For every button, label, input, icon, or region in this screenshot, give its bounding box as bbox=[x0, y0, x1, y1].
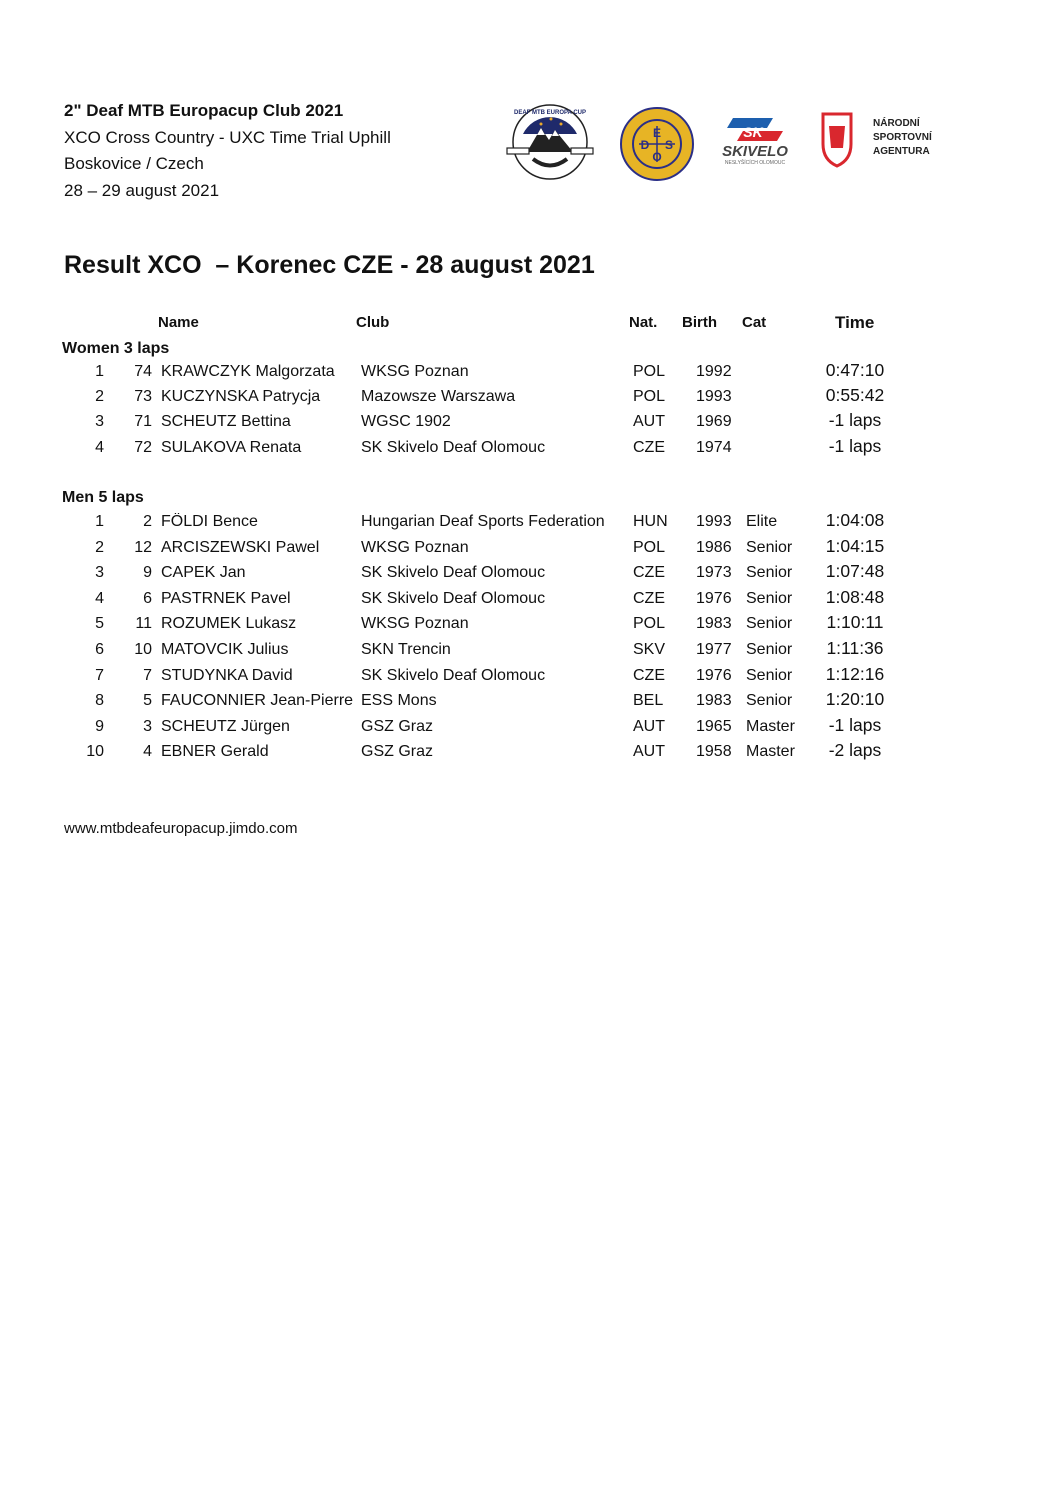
birth-year: 1973 bbox=[696, 564, 732, 582]
club: SKN Trencin bbox=[361, 641, 451, 658]
club: ESS Mons bbox=[361, 692, 437, 710]
birth-year: 1974 bbox=[696, 438, 732, 456]
svg-text:SKIVELO: SKIVELO bbox=[722, 143, 788, 160]
col-header-cat: Cat bbox=[742, 314, 767, 331]
rider-name: ARCISZEWSKI Pawel bbox=[161, 538, 320, 556]
position: 7 bbox=[95, 666, 104, 684]
time: -1 laps bbox=[828, 714, 882, 735]
deaf-mtb-europacup-logo bbox=[507, 105, 593, 179]
svg-text:AGENTURA: AGENTURA bbox=[873, 146, 930, 157]
svg-text:DEAF MTB EUROPA CUP: DEAF MTB EUROPA CUP bbox=[514, 110, 586, 116]
result-row bbox=[0, 638, 1000, 665]
nationality: CZE bbox=[633, 589, 665, 607]
result-row bbox=[0, 435, 1000, 463]
position: 4 bbox=[95, 589, 104, 607]
category: Elite bbox=[746, 513, 778, 530]
position: 2 bbox=[95, 388, 104, 406]
club: WKSG Poznan bbox=[361, 363, 469, 380]
category: Master bbox=[746, 717, 795, 735]
rider-name: STUDYNKA David bbox=[161, 666, 293, 684]
position: 1 bbox=[95, 513, 104, 530]
rider-name: KUCZYNSKA Patrycja bbox=[161, 388, 321, 406]
category: Senior bbox=[746, 564, 793, 582]
nationality: AUT bbox=[633, 413, 665, 431]
category: Senior bbox=[746, 589, 793, 607]
rider-name: FAUCONNIER Jean-Pierre bbox=[161, 692, 354, 710]
result-row bbox=[0, 612, 1000, 639]
time: 1:04:15 bbox=[825, 535, 885, 556]
nationality: SKV bbox=[633, 641, 666, 658]
position: 3 bbox=[95, 564, 104, 582]
men-section-title: Men 5 laps bbox=[62, 489, 144, 506]
nationality: POL bbox=[633, 538, 666, 556]
birth-year: 1992 bbox=[696, 363, 732, 380]
position: 6 bbox=[95, 641, 104, 658]
nsa-logo bbox=[823, 114, 932, 166]
result-title: Result XCO – Korenec CZE - 28 august 2021 bbox=[64, 251, 595, 279]
nationality: POL bbox=[633, 615, 666, 633]
result-row bbox=[0, 360, 1000, 387]
category: Senior bbox=[746, 641, 793, 658]
position: 10 bbox=[86, 743, 104, 761]
nationality: CZE bbox=[633, 666, 665, 684]
rider-name: SCHEUTZ Jürgen bbox=[161, 717, 290, 735]
bib-number: 4 bbox=[143, 743, 152, 761]
club: GSZ Graz bbox=[361, 717, 434, 735]
bib-number: 2 bbox=[143, 513, 152, 530]
nationality: BEL bbox=[633, 692, 664, 710]
position: 2 bbox=[95, 538, 104, 556]
result-row bbox=[0, 689, 1000, 716]
time: -1 laps bbox=[828, 410, 882, 431]
club: SK Skivelo Deaf Olomouc bbox=[361, 564, 546, 582]
time: 1:11:36 bbox=[826, 638, 884, 658]
bib-number: 9 bbox=[143, 564, 152, 582]
result-row bbox=[0, 510, 1000, 537]
bib-number: 12 bbox=[134, 538, 152, 556]
svg-text:SPORTOVNÍ: SPORTOVNÍ bbox=[873, 132, 932, 143]
result-row bbox=[0, 561, 1000, 588]
time: 0:55:42 bbox=[825, 385, 885, 406]
rider-name: MATOVCIK Julius bbox=[161, 641, 289, 658]
women-section-title: Women 3 laps bbox=[62, 340, 170, 357]
club: WKSG Poznan bbox=[361, 538, 469, 556]
time: -2 laps bbox=[828, 740, 882, 761]
bib-number: 11 bbox=[135, 615, 152, 633]
bib-number: 7 bbox=[143, 666, 152, 684]
svg-text:SK: SK bbox=[743, 124, 763, 140]
birth-year: 1969 bbox=[696, 413, 732, 431]
bib-number: 73 bbox=[134, 388, 152, 406]
nationality: CZE bbox=[633, 438, 665, 456]
birth-year: 1977 bbox=[696, 641, 732, 658]
result-row bbox=[0, 535, 1000, 563]
time: 1:04:08 bbox=[825, 510, 885, 530]
rider-name: CAPEK Jan bbox=[161, 564, 246, 582]
time: 1:20:10 bbox=[825, 689, 885, 710]
svg-text:NÁRODNÍ: NÁRODNÍ bbox=[873, 118, 920, 129]
event-header bbox=[64, 98, 391, 204]
position: 3 bbox=[95, 413, 104, 431]
bib-number: 5 bbox=[143, 692, 152, 710]
event-dates: 28 – 29 august 2021 bbox=[64, 180, 220, 200]
club: SK Skivelo Deaf Olomouc bbox=[361, 589, 546, 607]
rider-name: ROZUMEK Lukasz bbox=[161, 615, 297, 633]
skivelo-logo bbox=[722, 118, 788, 166]
birth-year: 1976 bbox=[696, 666, 732, 684]
nationality: AUT bbox=[633, 717, 665, 735]
club: Hungarian Deaf Sports Federation bbox=[361, 513, 605, 530]
rider-name: PASTRNEK Pavel bbox=[161, 589, 291, 607]
category: Master bbox=[746, 743, 795, 761]
nationality: POL bbox=[633, 388, 666, 406]
result-row bbox=[0, 663, 1000, 691]
svg-text:D: D bbox=[640, 138, 650, 152]
position: 8 bbox=[95, 692, 104, 710]
birth-year: 1993 bbox=[696, 513, 732, 530]
svg-text:O: O bbox=[652, 150, 662, 164]
time: 1:07:48 bbox=[825, 561, 885, 582]
nationality: CZE bbox=[633, 564, 665, 582]
birth-year: 1986 bbox=[696, 538, 732, 556]
birth-year: 1976 bbox=[696, 589, 732, 607]
result-row bbox=[0, 586, 1000, 614]
nationality: POL bbox=[633, 363, 666, 380]
time: 1:10:11 bbox=[826, 612, 884, 633]
club: GSZ Graz bbox=[361, 743, 434, 761]
position: 4 bbox=[95, 438, 104, 456]
result-row bbox=[0, 740, 1000, 767]
rider-name: SULAKOVA Renata bbox=[161, 438, 302, 456]
club: SK Skivelo Deaf Olomouc bbox=[361, 666, 546, 684]
club: WGSC 1902 bbox=[361, 413, 451, 431]
rider-name: FÖLDI Bence bbox=[161, 513, 258, 530]
birth-year: 1983 bbox=[696, 692, 732, 710]
bib-number: 10 bbox=[134, 641, 152, 658]
birth-year: 1993 bbox=[696, 388, 732, 406]
position: 5 bbox=[95, 615, 104, 633]
col-header-nat: Nat. bbox=[629, 314, 658, 331]
nationality: AUT bbox=[633, 743, 665, 761]
time: 1:12:16 bbox=[825, 663, 885, 684]
club: Mazowsze Warszawa bbox=[361, 388, 516, 406]
event-discipline: XCO Cross Country - UXC Time Trial Uphill bbox=[64, 127, 391, 147]
category: Senior bbox=[746, 615, 793, 633]
position: 9 bbox=[95, 717, 104, 735]
rider-name: KRAWCZYK Malgorzata bbox=[161, 363, 335, 380]
result-row bbox=[0, 385, 1000, 412]
col-header-club: Club bbox=[356, 314, 390, 331]
svg-text:NESLYŠÍCÍCH OLOMOUC: NESLYŠÍCÍCH OLOMOUC bbox=[724, 160, 786, 166]
category: Senior bbox=[746, 538, 793, 556]
result-row bbox=[0, 410, 1000, 437]
time: -1 laps bbox=[828, 435, 882, 456]
time: 0:47:10 bbox=[825, 360, 885, 380]
col-header-name: Name bbox=[158, 314, 199, 331]
result-row bbox=[0, 714, 1000, 742]
sponsor-logos bbox=[505, 104, 945, 184]
event-title: 2" Deaf MTB Europacup Club 2021 bbox=[64, 101, 344, 120]
svg-text:E: E bbox=[652, 126, 662, 140]
svg-text:S: S bbox=[664, 138, 674, 152]
event-location: Boskovice / Czech bbox=[64, 154, 204, 173]
bib-number: 71 bbox=[134, 413, 152, 431]
club: WKSG Poznan bbox=[361, 615, 469, 633]
bib-number: 3 bbox=[143, 717, 152, 735]
club: SK Skivelo Deaf Olomouc bbox=[361, 438, 546, 456]
bib-number: 74 bbox=[134, 363, 152, 380]
position: 1 bbox=[95, 363, 104, 380]
rider-name: EBNER Gerald bbox=[161, 743, 269, 761]
bib-number: 72 bbox=[134, 438, 152, 456]
time: 1:08:48 bbox=[825, 586, 885, 607]
edso-logo bbox=[621, 108, 693, 180]
nationality: HUN bbox=[633, 513, 668, 530]
bib-number: 6 bbox=[143, 589, 152, 607]
col-header-time: Time bbox=[835, 313, 875, 332]
birth-year: 1958 bbox=[696, 743, 732, 761]
col-header-birth: Birth bbox=[682, 314, 717, 331]
footer-url: www.mtbdeafeuropacup.jimdo.com bbox=[64, 820, 298, 837]
birth-year: 1983 bbox=[696, 615, 732, 633]
rider-name: SCHEUTZ Bettina bbox=[161, 413, 291, 431]
category: Senior bbox=[746, 666, 793, 684]
birth-year: 1965 bbox=[696, 717, 732, 735]
category: Senior bbox=[746, 692, 793, 710]
